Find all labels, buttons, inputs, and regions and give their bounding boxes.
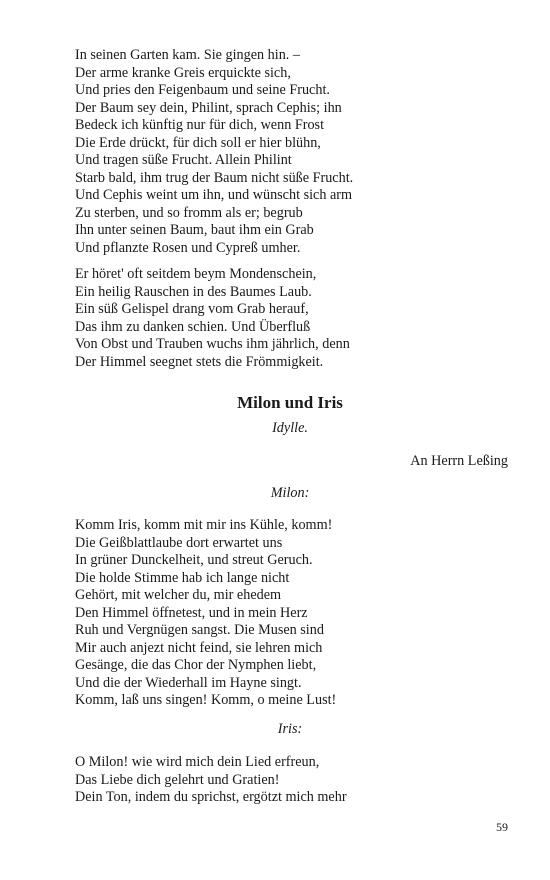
verse-line: Starb bald, ihm trug der Baum nicht süße Frucht. <box>75 169 354 186</box>
verse-line: Der Himmel seegnet stets die Frömmigkeit. <box>75 353 324 370</box>
verse-line: Zu sterben, und so fromm als er; begrub <box>75 204 303 221</box>
verse-line: Und pries den Feigenbaum und seine Frucht. <box>75 82 330 98</box>
poem-stanza-iris <box>75 754 505 807</box>
poem-genre: Idylle. <box>272 420 308 436</box>
verse-line: Und tragen süße Frucht. Allein Philint <box>75 152 292 168</box>
poem-title: Milon und Iris <box>237 393 343 412</box>
verse-line: Die holde Stimme hab ich lange nicht <box>75 569 290 586</box>
poem-stanza-first <box>75 47 505 257</box>
verse-line: Der arme kranke Greis erquickte sich, <box>75 64 291 81</box>
verse-line: Den Himmel öffnetest, und in mein Herz <box>75 604 308 621</box>
page-number: 59 <box>496 820 508 834</box>
verse-line: Gesänge, die das Chor der Nymphen liebt, <box>75 657 317 673</box>
verse-line: Ihn unter seinen Baum, baut ihm ein Grab <box>75 222 314 238</box>
verse-line: Der Baum sey dein, Philint, sprach Cephis; ihn <box>75 99 342 116</box>
verse-line: Die Geißblattlaube dort erwartet uns <box>75 534 283 551</box>
verse-line: In grüner Dunckelheit, und streut Geruch. <box>75 552 313 568</box>
poem-stanza-milon <box>75 517 505 710</box>
verse-line: Von Obst und Trauben wuchs ihm jährlich, denn <box>75 336 350 352</box>
verse-line: Ein heilig Rauschen in des Baumes Laub. <box>75 283 312 300</box>
verse-line: Und pflanzte Rosen und Cypreß umher. <box>75 239 301 256</box>
speaker-label-iris: Iris: <box>277 721 303 737</box>
verse-line: In seinen Garten kam. Sie gingen hin. – <box>75 47 300 63</box>
verse-line: Er höret' oft seitdem beym Mondenschein, <box>75 266 317 282</box>
verse-line: Und die der Wiederhall im Hayne singt. <box>75 674 302 691</box>
verse-line: Die Erde drückt, für dich soll er hier blühn, <box>75 134 321 151</box>
verse-line: Und Cephis weint um ihn, und wünscht sich arm <box>75 187 353 203</box>
verse-line: O Milon! wie wird mich dein Lied erfreun, <box>75 754 320 770</box>
verse-line: Das Liebe dich gelehrt und Gratien! <box>75 771 280 788</box>
verse-line: Mir auch anjezt nicht feind, sie lehren mich <box>75 639 323 656</box>
verse-line: Ruh und Vergnügen sangst. Die Musen sind <box>75 622 324 638</box>
verse-line: Ein süß Gelispel drang vom Grab herauf, <box>75 301 309 317</box>
poem-stanza-second <box>75 266 505 371</box>
verse-line: Das ihm zu danken schien. Und Überfluß <box>75 318 311 335</box>
verse-line: Komm Iris, komm mit mir ins Kühle, komm! <box>75 517 333 533</box>
verse-line: Bedeck ich künftig nur für dich, wenn Frost <box>75 117 325 133</box>
verse-line: Dein Ton, indem du sprichst, ergötzt mich mehr <box>75 789 347 805</box>
verse-line: Komm, laß uns singen! Komm, o meine Lust! <box>75 692 337 708</box>
poem-dedication: An Herrn Leßing <box>410 453 508 469</box>
speaker-label-milon: Milon: <box>270 485 310 501</box>
verse-line: Gehört, mit welcher du, mir ehedem <box>75 587 282 603</box>
